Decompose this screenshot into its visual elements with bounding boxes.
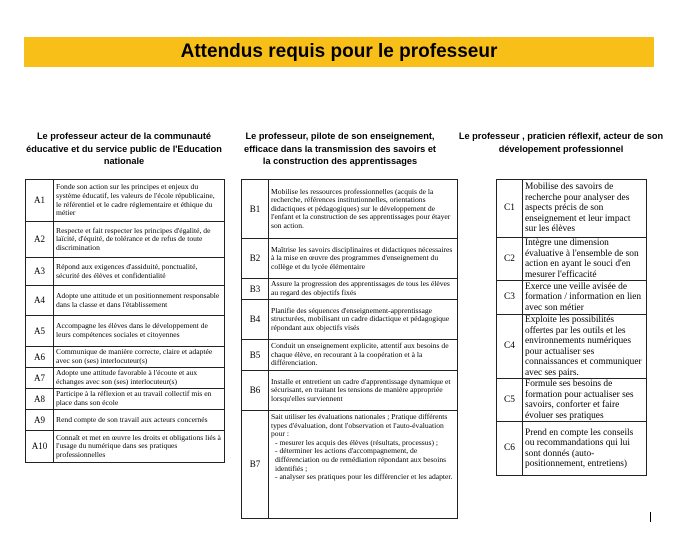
table-row <box>26 368 225 389</box>
competency-table-a <box>25 179 225 463</box>
competency-text: Participe à la réflexion et au travail collectif mis en place dans son école <box>54 389 225 410</box>
competency-code: B3 <box>242 279 269 300</box>
text-cursor-mark <box>650 512 651 522</box>
table-row <box>26 410 225 431</box>
competency-code: A5 <box>26 316 54 347</box>
table-row <box>26 286 225 316</box>
competency-text: Respecte et fait respecter les principes d'égalité, de laïcité, d'équité, de tolérance et de refus de toute discrimination <box>54 222 225 258</box>
competency-code: A2 <box>26 222 54 258</box>
competency-code: C5 <box>497 379 523 422</box>
competency-text: Rend compte de son travail aux acteurs concernés <box>54 410 225 431</box>
table-row <box>26 222 225 258</box>
competency-text: Fonde son action sur les principes et enjeux du système éducatif, les valeurs de l'école républicaine, le référentiel et le cadre réglementaire et éthique du métier <box>54 180 225 222</box>
table-row <box>242 300 458 340</box>
competency-table-b <box>241 179 458 519</box>
bullet-item: - déterminer les actions d'accompagnement, de différenciation ou de remédiation répondant aux besoins identifiés ; <box>275 446 447 473</box>
column-a-heading: Le professeur acteur de la communauté éducative et du service public de l'Education nationale <box>26 131 222 166</box>
competency-code: A8 <box>26 389 54 410</box>
table-row <box>26 316 225 347</box>
competency-code: A10 <box>26 431 54 463</box>
competency-text: Exerce une veille avisée de formation / information en lien avec son métier <box>523 281 647 315</box>
table-row <box>242 180 458 239</box>
title-banner <box>24 37 654 67</box>
competency-code: B2 <box>242 239 269 279</box>
table-row <box>242 371 458 411</box>
competency-code: C3 <box>497 281 523 315</box>
table-row <box>26 347 225 368</box>
table-row <box>26 180 225 222</box>
competency-text: Conduit un enseignement explicite, attentif aux besoins de chaque élève, en recourant à la coopération et à la différenciation. <box>269 340 458 371</box>
column-c-heading: Le professeur , praticien réflexif, acteur de son dévelopement professionnel <box>458 131 664 154</box>
competency-text: Répond aux exigences d'assiduité, ponctualité, sécurité des élèves et confidentialité <box>54 258 225 286</box>
table-row <box>26 258 225 286</box>
competency-code: C1 <box>497 180 523 238</box>
competency-text: Exploite les possibilités offertes par les outils et les environnements numériques pour actualiser ses connaissances et communiquer avec ses pairs. <box>523 315 647 379</box>
page-title: Attendus requis pour le professeur <box>180 41 498 62</box>
bullet-item: - mesurer les acquis des élèves (résultats, processus) ; <box>275 437 439 447</box>
competency-code: B7 <box>242 411 269 519</box>
table-row <box>26 389 225 410</box>
competency-text: Adopte une attitude favorable à l'écoute et aux échanges avec son (ses) interlocuteur(s) <box>54 368 225 389</box>
competency-text: Accompagne les élèves dans le développement de leurs compétences sociales et citoyennes <box>54 316 225 347</box>
competency-text: Planifie des séquences d'enseignement-apprentissage structurées, mobilisant un cadre didactique et pédagogique répondant aux objectifs visés <box>269 300 458 340</box>
competency-text <box>269 411 458 519</box>
table-row <box>497 315 647 379</box>
table-row <box>242 411 458 519</box>
competency-text: Intègre une dimension évaluative à l'ensemble de son action en ayant le souci d'en mesurer l'efficacité <box>523 238 647 281</box>
competency-text: Installe et entretient un cadre d'apprentissage dynamique et sécurisant, en traitant les tensions de manière appropriée lorsqu'elles surviennent <box>269 371 458 411</box>
bullet-text: analyser ses pratiques pour les différencier et les adapter. <box>279 472 453 482</box>
competency-code: B5 <box>242 340 269 371</box>
competency-code: B1 <box>242 180 269 239</box>
bullet-item: - analyser ses pratiques pour les différencier et les adapter. <box>275 472 453 482</box>
competency-code: B6 <box>242 371 269 411</box>
competency-text: Assure la progression des apprentissages de tous les élèves au regard des objectifs fixés <box>269 279 458 300</box>
table-row <box>497 238 647 281</box>
competency-text: Adopte une attitude et un positionnement responsable dans la classe et dans l'établissement <box>54 286 225 316</box>
competency-code: A1 <box>26 180 54 222</box>
competency-text: Mobilise les ressources professionnelles (acquis de la recherche, références institutionnelles, orientations didactiques et pédagogiques) sur le développement de l'enfant et la construction de ses apprentissages pour étayer son action. <box>269 180 458 239</box>
table-row <box>242 279 458 300</box>
table-row <box>497 180 647 238</box>
competency-text: Mobilise des savoirs de recherche pour analyser des aspects précis de son enseignement et leur impact sur les élèves <box>523 180 647 238</box>
table-row <box>242 239 458 279</box>
table-row <box>26 431 225 463</box>
competency-code: A9 <box>26 410 54 431</box>
competency-text: Communique de manière correcte, claire et adaptée avec son (ses) interlocuteur(s) <box>54 347 225 368</box>
column-b-heading: Le professeur, pilote de son enseignement, efficace dans la transmission des savoirs et la construction des apprentissages <box>243 131 436 166</box>
competency-code: A4 <box>26 286 54 316</box>
competency-text: Prend en compte les conseils ou recommandations qui lui sont donnés (auto-positionnement, entretiens) <box>523 422 647 476</box>
competency-code: A7 <box>26 368 54 389</box>
table-row <box>497 422 647 476</box>
table-row <box>497 281 647 315</box>
competency-text: Maîtrise les savoirs disciplinaires et didactiques nécessaires à la mise en œuvre des programmes d'enseignement du collège et du lycée élémentaire <box>269 239 458 279</box>
competency-table-c <box>496 179 647 476</box>
competency-text: Formule ses besoins de formation pour actualiser ses savoirs, conforter et faire évoluer ses pratiques <box>523 379 647 422</box>
competency-code: A6 <box>26 347 54 368</box>
table-row <box>497 379 647 422</box>
bullet-text: déterminer les actions d'accompagnement, de différenciation ou de remédiation répondant aux besoins identifiés ; <box>275 446 447 473</box>
competency-code: C6 <box>497 422 523 476</box>
competency-code: A3 <box>26 258 54 286</box>
competency-code: C4 <box>497 315 523 379</box>
competency-text: Connaît et met en œuvre les droits et obligations liés à l'usage du numérique dans ses pratiques professionnelles <box>54 431 225 463</box>
competency-code: B4 <box>242 300 269 340</box>
bullet-text: mesurer les acquis des élèves (résultats, processus) ; <box>279 437 439 447</box>
competency-code: C2 <box>497 238 523 281</box>
table-row <box>242 340 458 371</box>
competency-intro: Sait utiliser les évaluations nationales ; Pratique différents types d'évaluation, dont l'observation et l'auto-évaluation pour : <box>271 412 448 439</box>
